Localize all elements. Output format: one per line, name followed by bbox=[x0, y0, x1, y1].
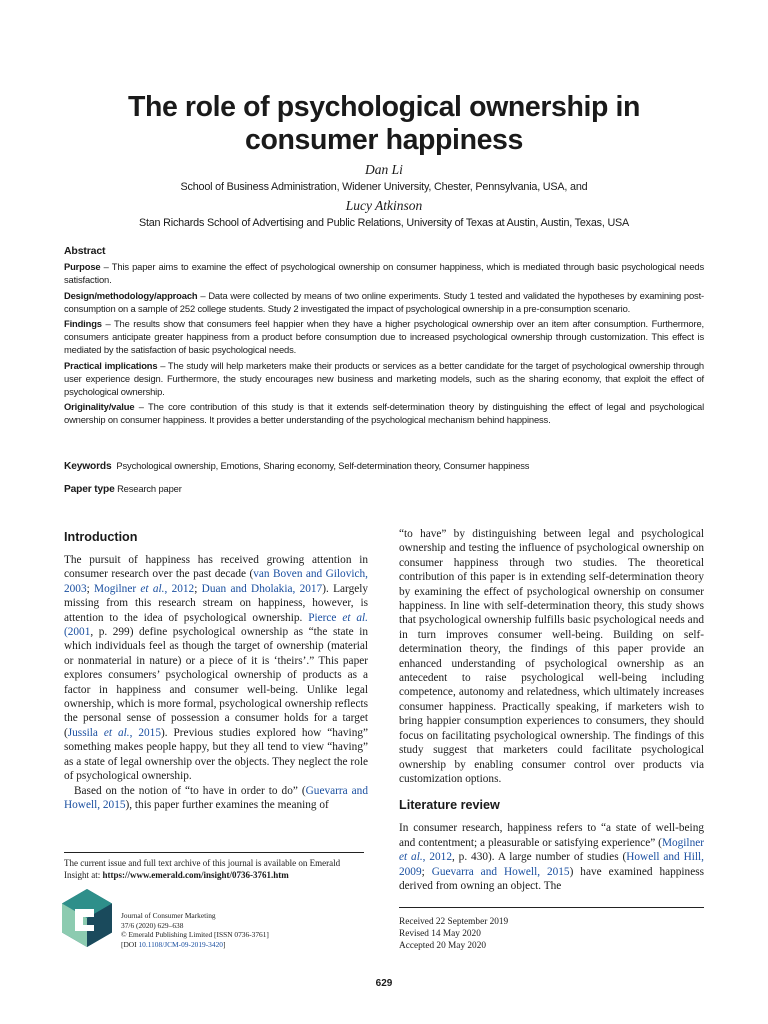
keywords bbox=[64, 460, 529, 472]
abstract-purpose bbox=[64, 260, 704, 286]
paper-type-text: Research paper bbox=[117, 483, 182, 494]
footnote-text: The current issue and full text archive of this journal is available on Emerald Insight at: bbox=[64, 858, 341, 880]
abstract-label: Findings bbox=[64, 318, 102, 329]
footnote-rule bbox=[64, 852, 364, 853]
footnote-url[interactable]: https://www.emerald.com/insight/0736-3761.htm bbox=[102, 870, 289, 880]
paper-type bbox=[64, 483, 182, 495]
keywords-label: Keywords bbox=[64, 461, 112, 472]
citation-link[interactable]: Pierce et al. (2001 bbox=[64, 611, 368, 639]
author-affiliation: School of Business Administration, Widener University, Chester, Pennsylvania, USA, and bbox=[180, 181, 588, 193]
body-text: Based on the notion of “to have in order to do” ( bbox=[74, 784, 306, 797]
intro-paragraph bbox=[64, 784, 368, 813]
page-number: 629 bbox=[375, 978, 393, 989]
body-paragraph bbox=[399, 821, 704, 893]
journal-info bbox=[121, 911, 269, 949]
citation-link[interactable]: Guevarra and Howell, 2015 bbox=[431, 865, 570, 878]
date-received: Received 22 September 2019 bbox=[399, 917, 509, 927]
paper-type-label: Paper type bbox=[64, 484, 115, 495]
abstract-findings bbox=[64, 317, 704, 356]
citation-link[interactable]: Mogilner et al., 2012 bbox=[94, 582, 195, 595]
abstract-text: – The results show that consumers feel happier when they have a higher psychological ownership over an item after consumption. Furthermore, consumers anticipate greater happiness from a product before consumption due to increased psychological ownership through customization. This effect is mediated by the satisfaction of basic psychological needs. bbox=[64, 318, 704, 355]
title-line: The role of psychological ownership in bbox=[127, 91, 641, 123]
body-text: ). Largely missing from this research stream on happiness, however, is attention to the idea of psychological ownership. bbox=[64, 582, 369, 624]
abstract-label: Design/methodology/approach bbox=[64, 289, 198, 301]
body-text: The pursuit of happiness has received growing attention in consumer research over the past decade ( bbox=[64, 554, 368, 581]
footnote bbox=[64, 857, 364, 881]
body-text: ). Previous studies explored how “having” something makes people happy, but they all tend to view “having” as a state of legal ownership over the objects. They neglect the role of psychological ownership. bbox=[64, 726, 369, 783]
abstract-label: Purpose bbox=[64, 261, 101, 272]
left-column bbox=[64, 530, 368, 812]
abstract-label: Practical implications bbox=[64, 359, 158, 371]
citation-link[interactable]: Mogilner et al., 2012 bbox=[399, 836, 704, 864]
abstract bbox=[64, 245, 704, 429]
body-text: ; bbox=[86, 582, 95, 595]
doi-link[interactable]: 10.1108/JCM-09-2019-3420 bbox=[138, 939, 223, 949]
abstract-design bbox=[64, 289, 704, 315]
citation-link[interactable]: Duan and Dholakia, 2017 bbox=[201, 582, 323, 595]
title-line: consumer happiness bbox=[245, 124, 523, 156]
citation-link[interactable]: Jussila et al., 2015 bbox=[67, 726, 161, 739]
author-name[interactable]: Lucy Atkinson bbox=[345, 198, 423, 213]
author-name[interactable]: Dan Li bbox=[365, 162, 403, 177]
body-text: , p. 430). A large number of studies ( bbox=[451, 851, 627, 864]
article-dates bbox=[399, 917, 508, 952]
keywords-text: Psychological ownership, Emotions, Sharing economy, Self-determination theory, Consumer happiness bbox=[116, 460, 530, 471]
citation-link[interactable]: Howell and Hill, 2009 bbox=[399, 851, 704, 878]
abstract-text: – This paper aims to examine the effect of psychological ownership on consumer happiness, which is mediated through basic psychological needs satisfaction. bbox=[64, 261, 704, 285]
intro-paragraph bbox=[64, 553, 368, 784]
journal-doi: [DOI 10.1108/JCM-09-2019-3420] bbox=[121, 939, 226, 949]
emerald-logo-icon bbox=[62, 889, 112, 947]
body-text: In consumer research, happiness refers to “a state of well-being and contentment; a pleasurable or satisfying experience” ( bbox=[399, 822, 704, 849]
date-revised: Revised 14 May 2020 bbox=[399, 928, 481, 939]
date-accepted: Accepted 20 May 2020 bbox=[399, 940, 487, 951]
citation-link[interactable]: Guevarra and Howell, 2015 bbox=[64, 784, 368, 811]
dates-rule bbox=[399, 907, 704, 908]
journal-name: Journal of Consumer Marketing bbox=[121, 911, 216, 920]
abstract-label: Originality/value bbox=[64, 401, 135, 412]
body-paragraph: “to have” by distinguishing between legal and psychological ownership and testing the influence of psychological ownership on consumer happiness through two studies. The theoretical contribution of this paper is in extending self-determination theory by examining the effect of psychological ownership on consumer happiness. In line with self-determination theory, this study shows that psychological ownership fulfills basic psychological needs and in turn improves consumer well-being. Building on self-determination theory, the findings of this paper provide an enhanced understanding of psychological ownership as an antecedent to raise psychological well-being including competence, autonomy and relatedness, which ultimately increases consumer happiness. Practically speaking, if marketers wish to bring happier consumption experiences to consumers, they should focus on facilitating psychological ownership. The findings of this study suggest that marketers could facilitate psychological ownership by enabling consumer control over products via customization options. bbox=[399, 528, 704, 785]
abstract-text: – The study will help marketers make their products or services as a better candidate for the target of psychological ownership through user experience design. Furthermore, the study encourages new business and marketing models, such as the sharing economy, that exploit the effect of psychological ownership. bbox=[64, 359, 704, 397]
journal-volume: 37/6 (2020) 629–638 bbox=[121, 920, 184, 930]
introduction-heading: Introduction bbox=[64, 530, 138, 544]
body-text: ), this paper further examines the meaning of bbox=[125, 798, 329, 811]
body-text: ; bbox=[421, 865, 432, 878]
literature-review-heading: Literature review bbox=[399, 798, 500, 813]
body-text: , p. 299) define psychological ownership as “the state in which individuals feel as though the target of ownership (material or nonmaterial in nature) or a piece of it is ‘theirs’.” This paper explores consumers’ psychological ownership of products as a factor in happiness and consumer well-being. Unlike legal ownership, which is more formal, psychological ownership reflects the personal sense of possession a consumer holds for a target ( bbox=[64, 626, 368, 739]
citation-link[interactable]: van Boven and Gilovich, 2003 bbox=[64, 568, 368, 595]
abstract-text: – Data were collected by means of two online experiments. Study 1 tested and validated the hypotheses by examining post-consumption on a sample of 252 college students. Study 2 investigated the impact of psychological ownership in a pre-consumption scenario. bbox=[64, 289, 704, 314]
article-title bbox=[60, 91, 708, 157]
abstract-heading: Abstract bbox=[64, 245, 106, 257]
right-column bbox=[399, 527, 704, 893]
body-text: ) have examined happiness derived from owning an object. The bbox=[399, 865, 704, 892]
abstract-practical bbox=[64, 359, 704, 398]
abstract-originality bbox=[64, 400, 704, 426]
author-affiliation: Stan Richards School of Advertising and Public Relations, University of Texas at Austin, Austin, Texas, USA bbox=[138, 217, 630, 229]
abstract-text: – The core contribution of this study is that it extends self-determination theory by distinguishing the effect of legal and psychological ownership on consumer happiness. It provides a better understanding of the psychological mechanism behind happiness. bbox=[64, 401, 704, 425]
journal-publisher: © Emerald Publishing Limited [ISSN 0736-3761] bbox=[121, 930, 269, 940]
body-text: ; bbox=[194, 582, 202, 595]
